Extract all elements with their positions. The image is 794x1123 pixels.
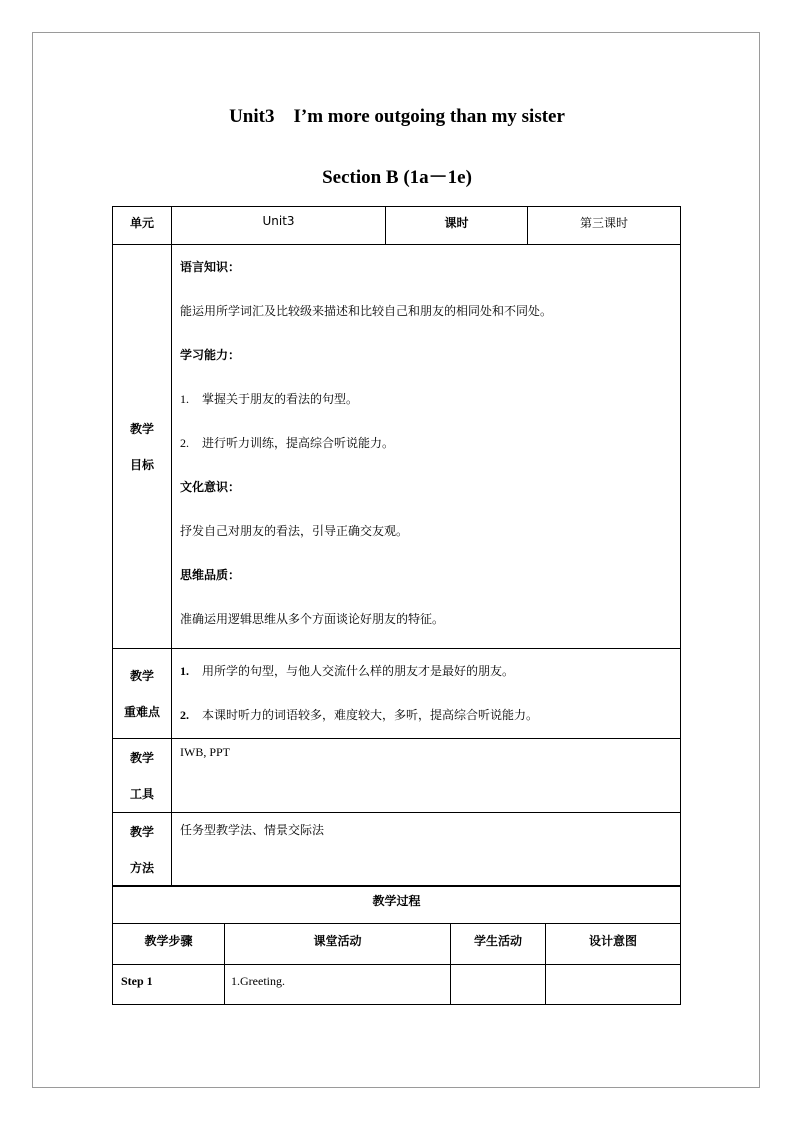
unit-label: 单元 (113, 207, 172, 245)
keypoint-item: 2. 本课时听力的词语较多，难度较大，多听，提高综合听说能力。 (180, 708, 539, 722)
design-intent-cell (546, 965, 681, 1005)
document-title: Unit3 I’m more outgoing than my sister (229, 106, 565, 127)
teaching-process-table (112, 885, 681, 1005)
period-value: 第三课时 (528, 207, 681, 245)
column-header: 教学步骤 (113, 924, 225, 965)
objective-heading-culture: 文化意识： (180, 480, 241, 494)
activity-cell: 1.Greeting. (225, 965, 451, 1005)
unit-value: Unit3 (172, 207, 386, 245)
objective-heading-thinking: 思维品质： (180, 568, 241, 582)
objective-item: 抒发自己对朋友的看法，引导正确交友观。 (180, 524, 409, 538)
methods-value: 任务型教学法、情景交际法 (172, 813, 681, 887)
objectives-label: 教学 目标 (113, 245, 172, 649)
objective-item: 1. 掌握关于朋友的看法的句型。 (180, 392, 359, 406)
column-header: 设计意图 (546, 924, 681, 965)
column-header: 学生活动 (451, 924, 546, 965)
keypoints-content (172, 649, 681, 739)
lesson-info-table (112, 206, 681, 887)
objective-heading-learning: 学习能力： (180, 348, 241, 362)
tools-value: IWB, PPT (172, 739, 681, 813)
period-label: 课时 (386, 207, 528, 245)
methods-label: 教学 方法 (113, 813, 172, 887)
keypoints-label: 教学 重难点 (113, 649, 172, 739)
document-subtitle: Section B (1a－1e) (322, 167, 472, 188)
tools-label: 教学 工具 (113, 739, 172, 813)
student-activity-cell (451, 965, 546, 1005)
objective-heading-language: 语言知识： (180, 260, 241, 274)
objectives-content (172, 245, 681, 649)
objective-item: 2. 进行听力训练，提高综合听说能力。 (180, 436, 395, 450)
column-header: 课堂活动 (225, 924, 451, 965)
objective-item: 能运用所学词汇及比较级来描述和比较自己和朋友的相同处和不同处。 (180, 304, 553, 318)
objective-item: 准确运用逻辑思维从多个方面谈论好朋友的特征。 (180, 612, 445, 626)
keypoint-item: 1. 用所学的句型，与他人交流什么样的朋友才是最好的朋友。 (180, 664, 515, 678)
process-heading: 教学过程 (113, 886, 681, 924)
step-cell: Step 1 (113, 965, 225, 1005)
